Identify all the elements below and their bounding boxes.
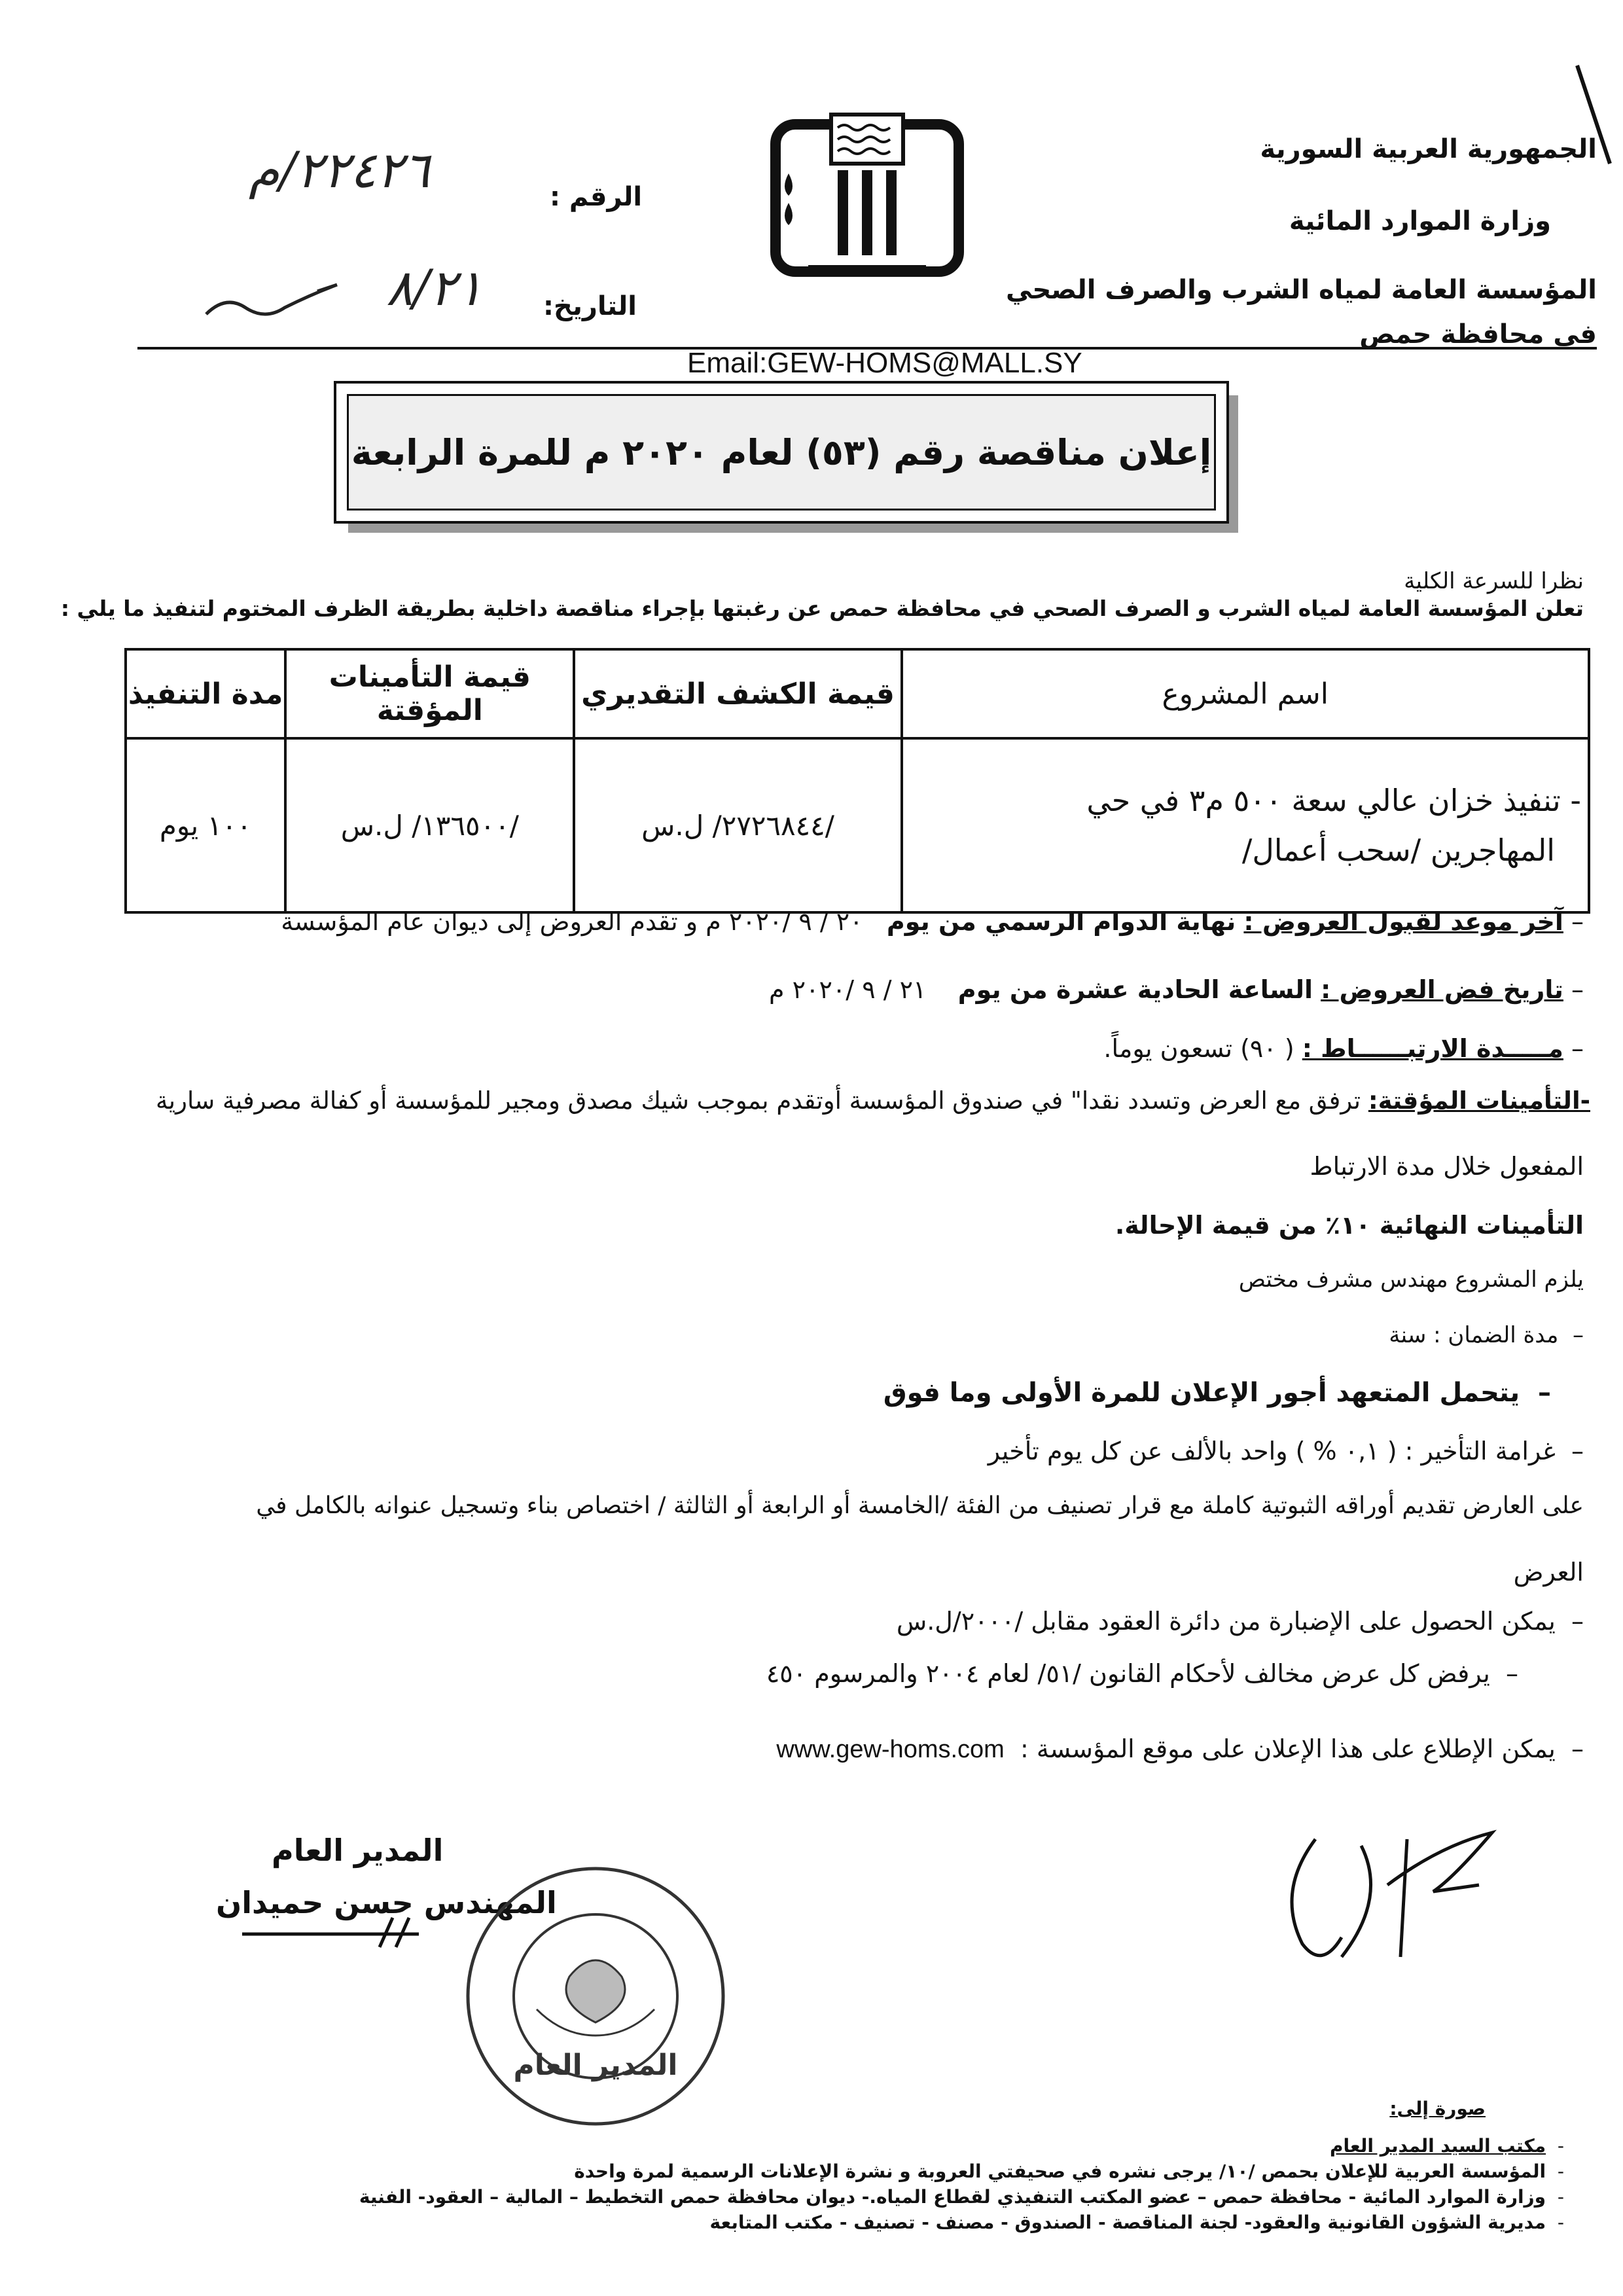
header-deposit: قيمة التأمينات المؤقتة [285,649,574,738]
cell-project [902,738,1589,912]
table-row [126,738,1589,912]
reject-text: يرفض كل عرض مخالف لأحكام القانون /٥١/ لعام ٢٠٠٤ والمرسوم ٤٥٠ [766,1659,1490,1688]
deposit-text: ترفق مع العرض وتسدد نقدا" في صندوق المؤسسة أوتقدم بموجب شيك مصدق ومجير للمؤسسة أو كفالة مصرفية سارية [155,1086,1361,1115]
term-final-deposit: التأمينات النهائية ١٠٪ من قيمة الإحالة. [1115,1211,1584,1240]
ads-cost-text: يتحمل المتعهد أجور الإعلان للمرة الأولى وما فوق [883,1378,1520,1408]
deadline-text: نهاية الدوام الرسمي من يوم [886,907,1236,936]
date-label: التاريخ: [543,291,637,321]
term-file: – يمكن الحصول على الإضبارة من دائرة العقود مقابل /٢٠٠٠/ل.س [896,1607,1584,1636]
cc-item: - وزارة الموارد المائية - محافظة حمص – عضو المكتب التنفيذي لقطاع المياه.- ديوان محافظة حمص التخطيط – المالية – العقود- الفنية [359,2186,1564,2208]
date-value-handwritten: ٨/٢١ [386,259,484,317]
header-establishment: المؤسسة العامة لمياه الشرب والصرف الصحي [1005,275,1597,305]
date-scribble [200,275,376,334]
header-project: اسم المشروع [902,649,1589,738]
term-docs-cont: العرض [1513,1558,1584,1587]
term-deposit-cont: المفعول خلال مدة الارتباط [1310,1152,1584,1181]
term-guarantee: – مدة الضمان : سنة [1389,1322,1584,1348]
signature-name: المهندس حسن حميدان [216,1885,557,1920]
deadline-tail: و تقدم العروض إلى ديوان عام المؤسسة [281,907,698,936]
deposit-label: -التأمينات المؤقتة: [1368,1086,1590,1115]
cc-item: - مديرية الشؤون القانونية والعقود- لجنة المناقصة - الصندوق - مصنف - تصنيف - مكتب المتابعة [709,2212,1564,2233]
binding-text: ( ٩٠) تسعون يوماً. [1103,1034,1294,1063]
term-deadline: – آخر موعد لقبول العروض : نهاية الدوام الرسمي من يوم ٢٠ / ٩ /٢٠٢٠ م و تقدم العروض إلى ديوان عام المؤسسة [281,907,1584,936]
delay-fine-text: غرامة التأخير : ( ٠,١ % ) واحد بالألف عن كل يوم تأخير [988,1437,1556,1465]
official-stamp [458,1859,733,2134]
establishment-logo [769,108,965,278]
number-label: الرقم : [550,182,643,212]
deadline-label: آخر موعد لقبول العروض : [1243,907,1563,936]
header-republic: الجمهورية العربية السورية [1260,134,1597,164]
guarantee-text: مدة الضمان : سنة [1389,1322,1559,1348]
term-ads-cost: – يتحمل المتعهد أجور الإعلان للمرة الأولى وما فوق [883,1378,1551,1408]
announcement-title: إعلان مناقصة رقم (٥٣) لعام ٢٠٢٠ م للمرة الرابعة [347,394,1216,511]
website-text: يمكن الإطلاع على هذا الإعلان على موقع المؤسسة : [1020,1734,1556,1763]
signature-title: المدير العام [272,1833,444,1868]
term-binding: – مـــــدة الارتبــــــاط : ( ٩٠) تسعون يوماً. [1103,1034,1584,1063]
cc-item: - مكتب السيد المدير العام [1330,2135,1564,2157]
opening-date: ٢١ / ٩ /٢٠٢٠ م [769,975,927,1004]
handwritten-signature [1276,1826,1525,1983]
header-duration: مدة التنفيذ [126,649,285,738]
deadline-date: ٢٠ / ٩ /٢٠٢٠ م [705,907,863,936]
cell-duration: ١٠٠ يوم [126,738,285,912]
intro-announcement: تعلن المؤسسة العامة لمياه الشرب و الصرف الصحي في محافظة حمص عن رغبتها بإجراء مناقصة داخلية بطريقة الظرف المختوم لتنفيذ ما يلي : [60,596,1584,621]
project-line1: تنفيذ خزان عالي سعة ٥٠٠ م٣ في حي [1086,783,1561,818]
term-docs: على العارض تقديم أوراقه الثبوتية كاملة مع قرار تصنيف من الفئة /الخامسة أو الرابعة أو الثالثة / اختصاص بناء وتسجيل عنوانه بالكامل في [256,1492,1584,1519]
file-text: يمكن الحصول على الإضبارة من دائرة العقود مقابل /٢٠٠٠/ل.س [896,1607,1556,1636]
title-box [334,381,1229,524]
cc-list [359,2135,1564,2237]
term-opening: – تاريخ فض العروض : الساعة الحادية عشرة من يوم ٢١ / ٩ /٢٠٢٠ م [769,975,1584,1004]
term-website: – يمكن الإطلاع على هذا الإعلان على موقع المؤسسة : www.gew-homs.com [776,1734,1584,1763]
opening-label: تاريخ فض العروض : [1321,975,1563,1004]
cell-estimate: /٢٧٢٦٨٤٤/ ل.س [574,738,901,912]
header-ministry: وزارة الموارد المائية [1289,206,1551,236]
project-line2: المهاجرين /سحب أعمال/ [1241,833,1555,868]
cell-deposit: /١٣٦٥٠٠/ ل.س [285,738,574,912]
term-reject: – يرفض كل عرض مخالف لأحكام القانون /٥١/ لعام ٢٠٠٤ والمرسوم ٤٥٠ [766,1659,1518,1688]
project-bullet: - [1570,783,1581,818]
number-value-handwritten: ٢٢٤٢٦/م [249,141,430,199]
intro-urgency: نظرا للسرعة الكلية [1404,568,1584,594]
binding-label: مـــــدة الارتبــــــاط : [1302,1034,1563,1063]
cc-item: - المؤسسة العربية للإعلان بحمص /١٠/ يرجى نشره في صحيفتي العروبة و نشرة الإعلانات الرسمية لمرة واحدة [574,2161,1564,2182]
website-link[interactable]: www.gew-homs.com [776,1736,1005,1763]
header-email: Email:GEW-HOMS@MALL.SY [687,347,1082,379]
tender-table [124,648,1590,914]
stamp-text: المدير العام [513,2049,678,2082]
cc-label: صورة إلى: [1389,2098,1486,2119]
signature-underline-scribble [236,1911,432,1950]
term-engineer: يلزم المشروع مهندس مشرف مختص [1238,1266,1584,1293]
table-header-row [126,649,1589,738]
term-delay-fine: – غرامة التأخير : ( ٠,١ % ) واحد بالألف عن كل يوم تأخير [988,1437,1584,1465]
header-estimate: قيمة الكشف التقديري [574,649,901,738]
term-deposit [156,1086,1590,1115]
opening-text: الساعة الحادية عشرة من يوم [957,975,1313,1004]
header-governorate: في محافظة حمص [1359,319,1597,350]
